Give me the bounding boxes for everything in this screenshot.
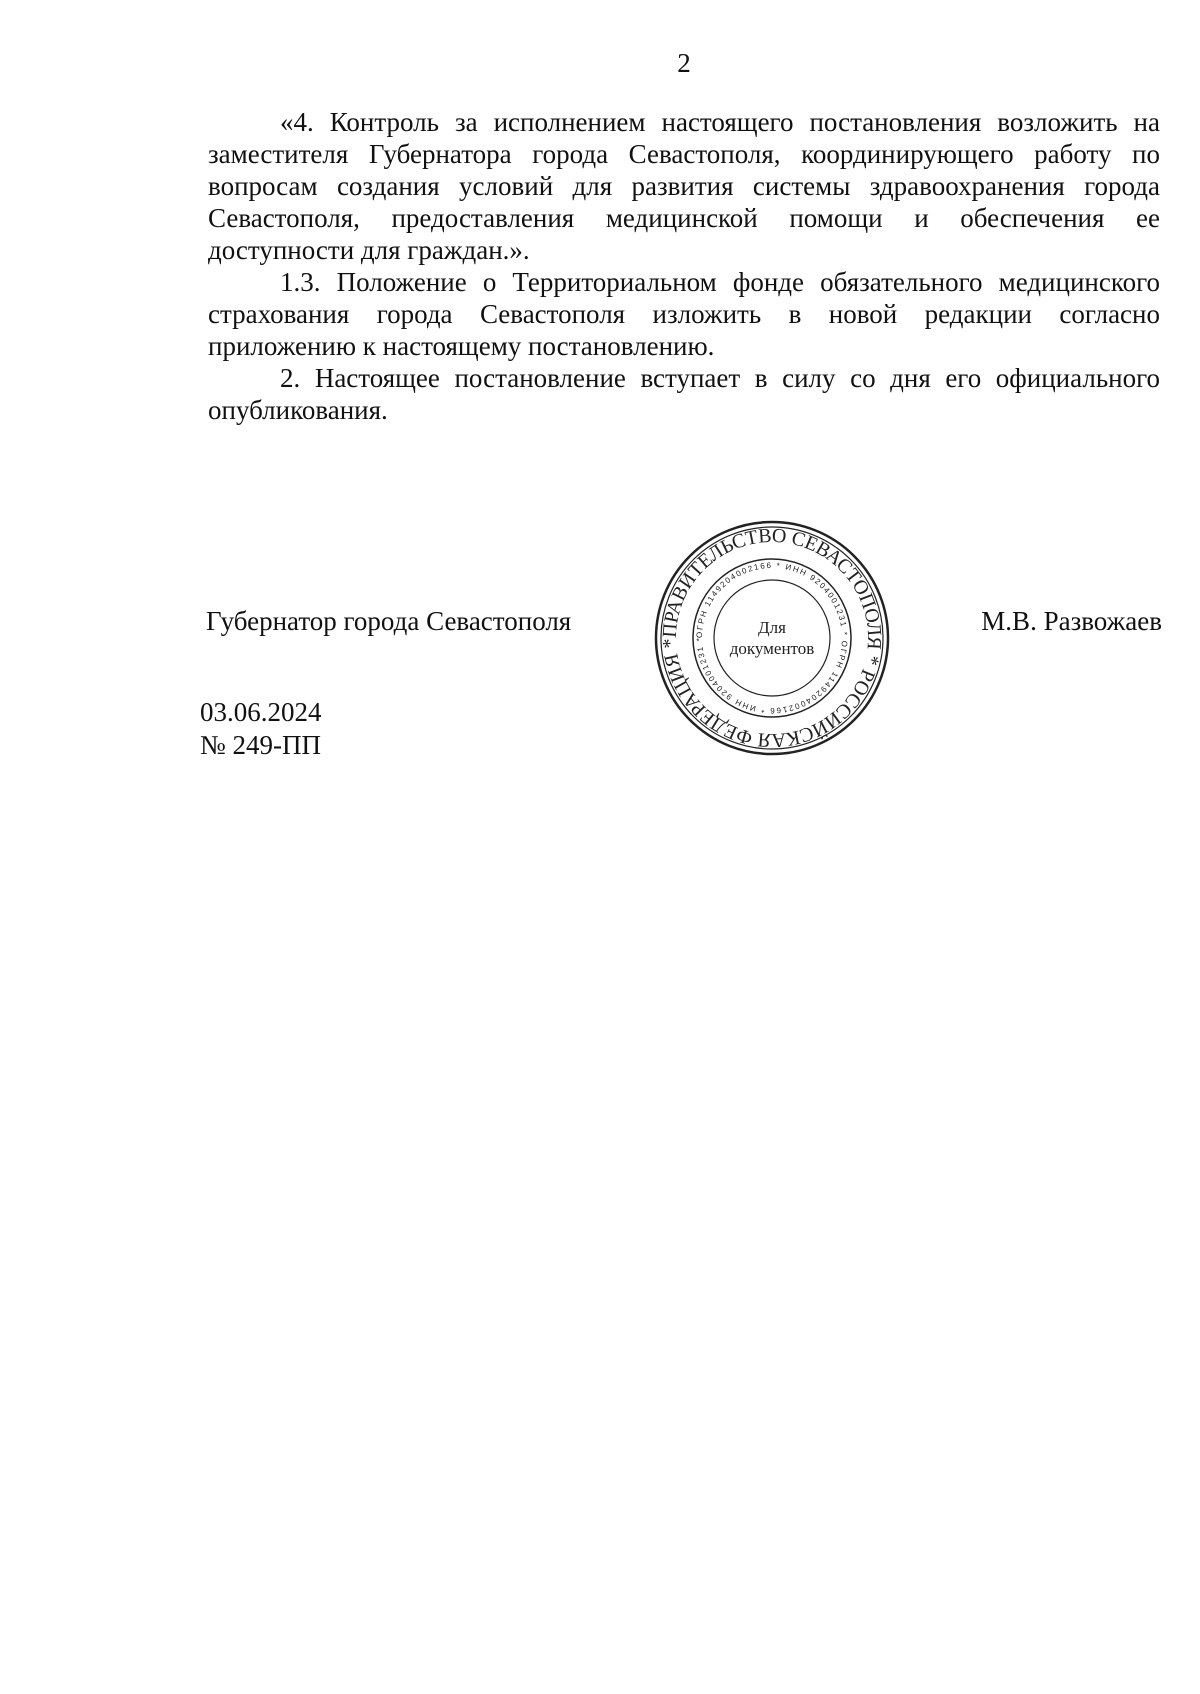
seal-outer-ring <box>656 522 888 754</box>
document-date: 03.06.2024 <box>200 697 322 727</box>
paragraph-regulation-clause: 1.3. Положение о Территориальном фонде обязательного медицинского страхования города Севастополя изложить в новой редакции согласно приложению к настоящему постановлению. <box>208 267 1160 361</box>
seal-inner-ring <box>714 580 830 696</box>
page-number-text: 2 <box>677 48 691 78</box>
seal-outer-text: ПРАВИТЕЛЬСТВО СЕВАСТОПОЛЯ * РОССИЙСКАЯ ФЕДЕРАЦИЯ * <box>658 524 886 752</box>
svg-text:ОГРН 1149204002166 * ИНН 92040 <box>695 561 849 715</box>
official-seal-stamp <box>652 518 892 758</box>
page-number <box>0 48 1200 79</box>
paragraph-control-clause: «4. Контроль за исполнением настоящего постановления возложить на заместителя Губернатора города Севастополя, координирующего работу по вопросам создания условий для развития системы здравоохранения города Севастополя, предоставления медицинской помощи и обеспечения ее доступности для граждан.». <box>208 107 1160 265</box>
seal-center-line2: документов <box>729 639 815 658</box>
paragraph-effective-date-clause: 2. Настоящее постановление вступает в силу со дня его официального опубликования. <box>208 363 1160 425</box>
document-number: № 249-ПП <box>200 730 321 760</box>
seal-center-line1: Для <box>758 618 786 637</box>
document-body <box>208 106 1160 426</box>
seal-inner-text: ОГРН 1149204002166 * ИНН 9204001231 * ОГРН 1149204002166 * ИНН 9204001231 * <box>694 560 850 716</box>
seal-middle-ring <box>693 559 851 717</box>
document-date-block <box>200 696 322 762</box>
signatory-position: Губернатор города Севастополя <box>206 606 572 636</box>
signatory-name: М.В. Развожаев <box>981 606 1162 636</box>
